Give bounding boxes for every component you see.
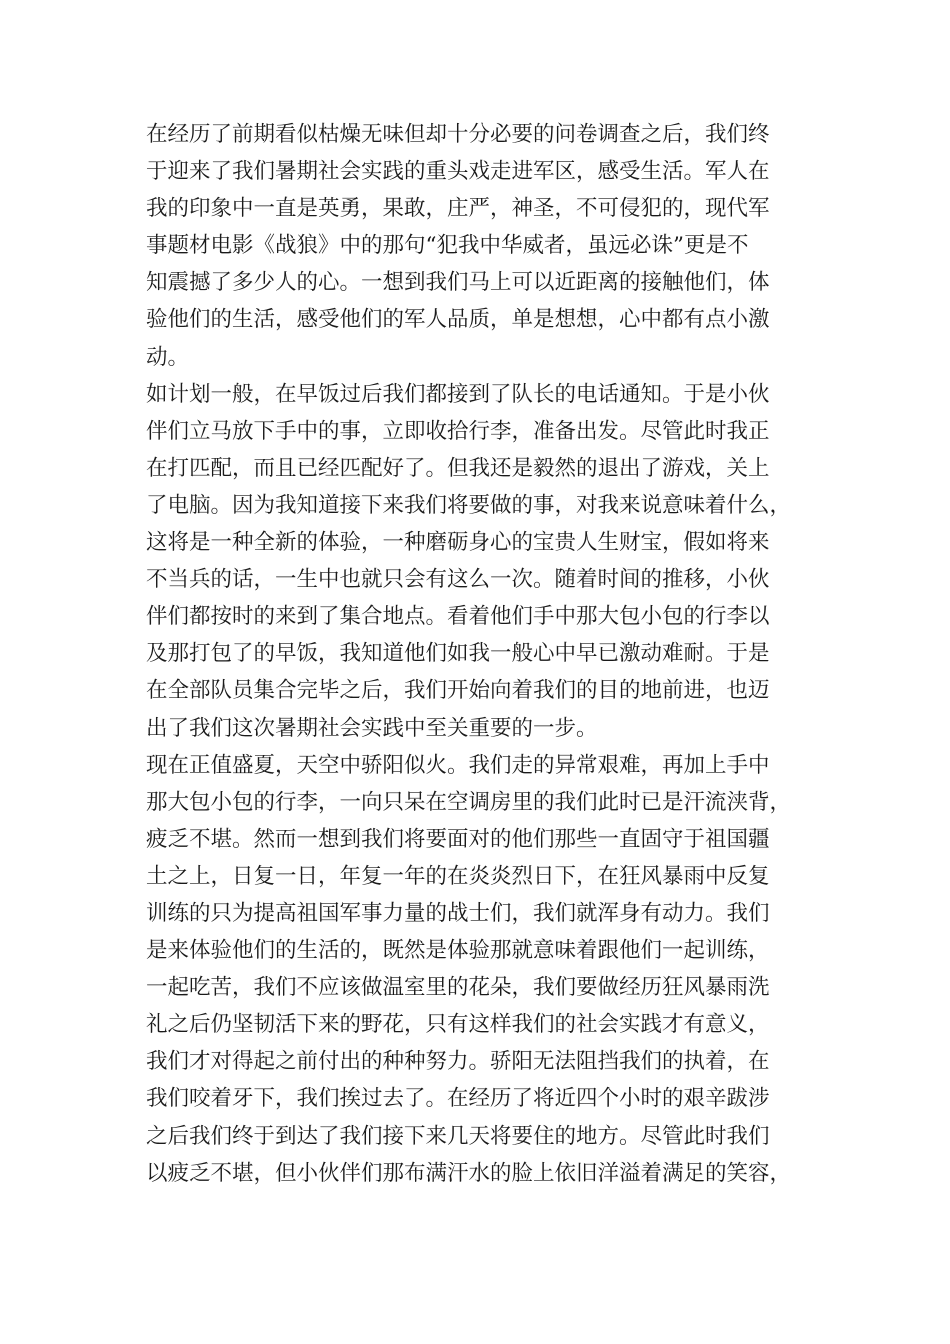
text-line: 我的印象中一直是英勇，果敢，庄严，神圣，不可侵犯的，现代军: [146, 196, 770, 222]
text-line: 动。: [146, 344, 190, 370]
text-line: 伴们都按时的来到了集合地点。看着他们手中那大包小包的行李以: [146, 604, 770, 630]
text-line: 知震撼了多少人的心。一想到我们马上可以近距离的接触他们，体: [146, 270, 770, 296]
text-line: 土之上，日复一日，年复一年的在炎炎烈日下，在狂风暴雨中反复: [146, 863, 770, 889]
text-line: 礼之后仍坚韧活下来的野花，只有这样我们的社会实践才有意义，: [146, 1012, 770, 1038]
text-line: 如计划一般，在早饭过后我们都接到了队长的电话通知。于是小伙: [146, 381, 770, 407]
text-line: 在经历了前期看似枯燥无味但却十分必要的问卷调查之后，我们终: [146, 122, 770, 147]
text-line: 训练的只为提高祖国军事力量的战士们，我们就浑身有动力。我们: [146, 900, 770, 926]
text-line: 验他们的生活，感受他们的军人品质，单是想想，心中都有点小激: [146, 307, 770, 333]
text-line: 在打匹配，而且已经匹配好了。但我还是毅然的退出了游戏，关上: [146, 455, 770, 481]
text-line: 这将是一种全新的体验，一种磨砺身心的宝贵人生财宝，假如将来: [146, 530, 770, 556]
paragraph-3: [146, 747, 826, 1192]
text-line: 在全部队员集合完毕之后，我们开始向着我们的目的地前进，也迈: [146, 678, 770, 704]
text-line: 伴们立马放下手中的事，立即收拾行李，准备出发。尽管此时我正: [146, 418, 770, 444]
text-line: 不当兵的话，一生中也就只会有这么一次。随着时间的推移，小伙: [146, 567, 770, 593]
paragraph-2: [146, 376, 826, 747]
text-line: 那大包小包的行李，一向只呆在空调房里的我们此时已是汗流浃背，: [146, 789, 792, 815]
text-line: 是来体验他们的生活的，既然是体验那就意味着跟他们一起训练，: [146, 938, 770, 964]
text-line: 于迎来了我们暑期社会实践的重头戏走进军区，感受生活。军人在: [146, 159, 770, 185]
text-line: 及那打包了的早饭，我知道他们如我一般心中早已激动难耐。于是: [146, 641, 770, 667]
text-line: 了电脑。因为我知道接下来我们将要做的事，对我来说意味着什么，: [146, 492, 792, 518]
paragraph-1: [146, 116, 826, 376]
text-line: 我们才对得起之前付出的种种努力。骄阳无法阻挡我们的执着，在: [146, 1049, 770, 1075]
text-line: 一起吃苦，我们不应该做温室里的花朵，我们要做经历狂风暴雨洗: [146, 975, 770, 1001]
text-line: 之后我们终于到达了我们接下来几天将要住的地方。尽管此时我们: [146, 1123, 770, 1149]
text-line: 疲乏不堪。然而一想到我们将要面对的他们那些一直固守于祖国疆: [146, 826, 770, 852]
text-line: 现在正值盛夏，天空中骄阳似火。我们走的异常艰难，再加上手中: [146, 752, 770, 778]
text-line: 以疲乏不堪，但小伙伴们那布满汗水的脸上依旧洋溢着满足的笑容，: [146, 1160, 792, 1186]
text-line: 事题材电影《战狼》中的那句“犯我中华威者，虽远必诛”更是不: [146, 233, 749, 259]
document-body: [146, 116, 826, 1192]
text-line: 出了我们这次暑期社会实践中至关重要的一步。: [146, 715, 598, 741]
text-line: 我们咬着牙下，我们挨过去了。在经历了将近四个小时的艰辛跋涉: [146, 1086, 770, 1112]
